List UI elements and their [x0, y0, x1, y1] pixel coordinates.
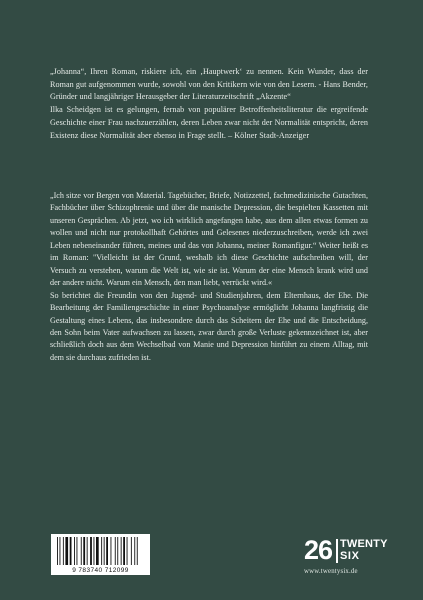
logo-number: 26 — [304, 535, 333, 565]
logo-divider — [336, 539, 338, 563]
book-excerpt — [50, 190, 368, 364]
logo-text-six: SIX — [340, 550, 360, 562]
barcode-icon — [56, 537, 145, 565]
review-quotes — [50, 66, 368, 142]
excerpt-summary: So berichtet die Freundin von den Jugend- und Studienjahren, dem Elternhaus, der Ehe. Die Bearbeitung der Familiengeschichte in einer Psychoanalyse ermöglicht Johanna langfristig die Gestaltung eines Lebens, das insbesondere durch das Scheitern der Ehe und die Entscheidung, den Sohn beim Vater aufwachsen zu lassen, zwar durch große Verluste gekennzeichnet ist, aber schließlich doch aus dem Wechselbad von Manie und Depression hinführt zu einem Alltag, mit dem sie durchaus zufrieden ist. — [50, 290, 368, 362]
logo-text-twenty: TWENTY — [340, 538, 388, 550]
publisher-website: www.twentysix.de — [304, 568, 358, 575]
excerpt-quote: „Ich sitze vor Bergen von Material. Tagebücher, Briefe, Notizzettel, fachmedizinische Gutachten, Fachbücher über Schizophrenie und über die manische Depression, die bespielten Kassetten mit unseren Gesprächen. Ab jetzt, wo ich wirklich angefangen habe, aus dem allen etwas formen zu wollen und nicht nur protokollhaft Gehörtes und Gelesenes niederzuschreiben, werde ich zwei Leben nebeneinander führen, meines und das von Johanna, meiner Romanfigur.“ Weiter heißt es im Roman: "Vielleicht ist der Grund, weshalb ich diese Geschichte aufschreiben will, der Versuch zu verstehen, warum die Welt ist, wie sie ist. Warum der eine Mensch krank wird und der andere nicht. Warum ein Mensch, den man liebt, verrückt wird.« — [50, 191, 368, 288]
review-hans-bender: „Johanna“, Ihren Roman, riskiere ich, ein ‚Hauptwerk‘ zu nennen. Kein Wunder, dass der Roman gut aufgenommen wurde, sowohl von den Kritikern wie von den Lesern. - Hans Bender, Gründer und langjähriger Herausgeber der Literaturzeitschrift „Akzente“ — [50, 67, 368, 102]
isbn-barcode — [51, 534, 150, 575]
barcode-number: 9 783740 712099 — [72, 567, 129, 574]
publisher-logo — [304, 535, 388, 566]
review-koelner-stadt-anzeiger: Ilka Scheidgen ist es gelungen, fernab von populärer Betroffenheitsliteratur die ergreifende Geschichte einer Frau nachzuerzählen, deren Leben zwar nicht der Normalität entspricht, deren Existenz diese Normalität aber ebenso in Frage stellt. – Kölner Stadt-Anzeiger — [50, 105, 368, 140]
